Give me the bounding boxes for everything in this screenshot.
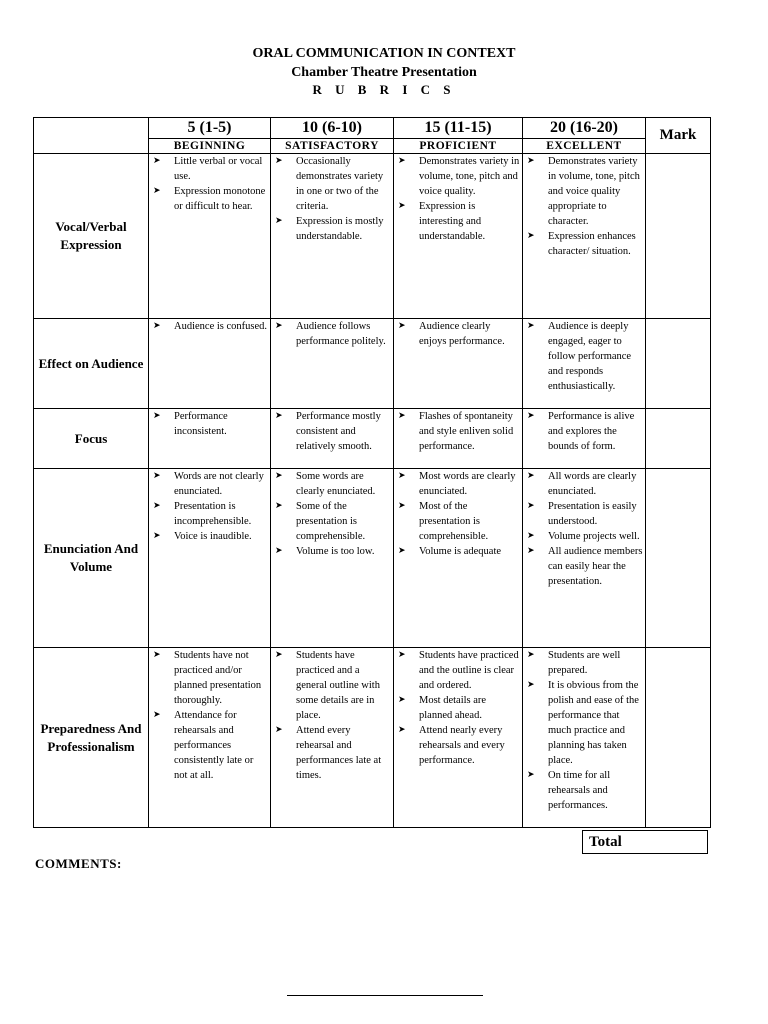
score-header: 5 (1-5): [149, 118, 271, 139]
criterion-label: Focus: [34, 409, 149, 469]
descriptor-cell: [523, 319, 646, 409]
signature-line: [287, 995, 483, 996]
descriptor-item: ➤ Some words are clearly enunciated.: [271, 469, 393, 499]
criterion-label: Preparedness And Professionalism: [34, 648, 149, 828]
descriptor-item: ➤ Performance inconsistent.: [149, 409, 270, 439]
descriptor-cell: [523, 154, 646, 319]
descriptor-item: ➤ Audience follows performance politely.: [271, 319, 393, 349]
descriptor-cell: [394, 469, 523, 648]
descriptor-item: ➤ Audience is confused.: [149, 319, 270, 334]
descriptor-item: ➤ Attendance for rehearsals and performances consistently late or not at all.: [149, 708, 270, 783]
descriptor-item: ➤ Expression monotone or difficult to hear.: [149, 184, 270, 214]
rubric-body: [34, 154, 711, 828]
descriptor-cell: [394, 154, 523, 319]
descriptor-item: ➤ Volume is adequate: [394, 544, 522, 559]
descriptor-item: ➤ Demonstrates variety in volume, tone, pitch and voice quality appropriate to character.: [523, 154, 645, 229]
descriptor-cell: [271, 319, 394, 409]
rubric-row: [34, 409, 711, 469]
score-header: 20 (16-20): [523, 118, 646, 139]
descriptor-item: ➤ Flashes of spontaneity and style enliven solid performance.: [394, 409, 522, 454]
descriptor-cell: [394, 648, 523, 828]
descriptor-item: ➤ Volume is too low.: [271, 544, 393, 559]
descriptor-cell: [523, 469, 646, 648]
descriptor-cell: [394, 319, 523, 409]
descriptor-item: ➤ Most words are clearly enunciated.: [394, 469, 522, 499]
mark-cell[interactable]: [646, 154, 711, 319]
score-header: 10 (6-10): [271, 118, 394, 139]
mark-cell[interactable]: [646, 319, 711, 409]
descriptor-item: ➤ Students have not practiced and/or planned presentation thoroughly.: [149, 648, 270, 708]
rubrics-heading: R U B R I C S: [312, 82, 456, 97]
descriptor-item: ➤ Students have practiced and a general outline with some details are in place.: [271, 648, 393, 723]
document-title: ORAL COMMUNICATION IN CONTEXT: [252, 46, 516, 61]
blank-corner-cell: [34, 118, 149, 154]
descriptor-cell: [523, 409, 646, 469]
descriptor-item: ➤ Students are well prepared.: [523, 648, 645, 678]
document-subtitle: Chamber Theatre Presentation: [291, 65, 477, 80]
descriptor-item: ➤ Most details are planned ahead.: [394, 693, 522, 723]
comments-label: COMMENTS:: [35, 856, 122, 871]
descriptor-item: ➤ Occasionally demonstrates variety in one or two of the criteria.: [271, 154, 393, 214]
descriptor-item: ➤ Expression is interesting and understandable.: [394, 199, 522, 244]
descriptor-item: ➤ Expression is mostly understandable.: [271, 214, 393, 244]
descriptor-item: ➤ All words are clearly enunciated.: [523, 469, 645, 499]
descriptor-item: ➤ It is obvious from the polish and ease of the performance that much practice and planning has taken place.: [523, 678, 645, 768]
descriptor-cell: [149, 469, 271, 648]
descriptor-item: ➤ Voice is inaudible.: [149, 529, 270, 544]
descriptor-item: ➤ Little verbal or vocal use.: [149, 154, 270, 184]
mark-header: Mark: [646, 118, 711, 154]
descriptor-cell: [271, 409, 394, 469]
rubric-row: [34, 469, 711, 648]
criterion-label: Vocal/Verbal Expression: [34, 154, 149, 319]
rubric-row: [34, 319, 711, 409]
descriptor-cell: [149, 648, 271, 828]
descriptor-item: ➤ Audience is deeply engaged, eager to follow performance and responds enthusiastically.: [523, 319, 645, 394]
descriptor-item: ➤ All audience members can easily hear the presentation.: [523, 544, 645, 589]
criterion-label: Enunciation And Volume: [34, 469, 149, 648]
descriptor-item: ➤ Some of the presentation is comprehensible.: [271, 499, 393, 544]
mark-cell[interactable]: [646, 469, 711, 648]
descriptor-cell: [271, 154, 394, 319]
level-label: BEGINNING: [149, 139, 271, 154]
rubric-row: [34, 648, 711, 828]
descriptor-item: ➤ Volume projects well.: [523, 529, 645, 544]
descriptor-item: ➤ Performance is alive and explores the bounds of form.: [523, 409, 645, 454]
rubric-row: [34, 154, 711, 319]
descriptor-cell: [394, 409, 523, 469]
descriptor-item: ➤ Attend nearly every rehearsals and every performance.: [394, 723, 522, 768]
level-label: SATISFACTORY: [271, 139, 394, 154]
descriptor-cell: [149, 154, 271, 319]
descriptor-item: ➤ Presentation is incomprehensible.: [149, 499, 270, 529]
descriptor-item: ➤ Expression enhances character/ situation.: [523, 229, 645, 259]
descriptor-cell: [271, 648, 394, 828]
descriptor-item: ➤ On time for all rehearsals and performances.: [523, 768, 645, 813]
descriptor-cell: [271, 469, 394, 648]
descriptor-item: ➤ Demonstrates variety in volume, tone, pitch and voice quality.: [394, 154, 522, 199]
criterion-label: Effect on Audience: [34, 319, 149, 409]
descriptor-item: ➤ Words are not clearly enunciated.: [149, 469, 270, 499]
score-header: 15 (11-15): [394, 118, 523, 139]
header-row: [34, 118, 711, 139]
rubric-table: [33, 117, 711, 828]
mark-cell[interactable]: [646, 648, 711, 828]
descriptor-cell: [149, 319, 271, 409]
level-label: EXCELLENT: [523, 139, 646, 154]
level-label: PROFICIENT: [394, 139, 523, 154]
descriptor-item: ➤ Most of the presentation is comprehensible.: [394, 499, 522, 544]
descriptor-cell: [523, 648, 646, 828]
descriptor-item: ➤ Performance mostly consistent and relatively smooth.: [271, 409, 393, 454]
descriptor-item: ➤ Presentation is easily understood.: [523, 499, 645, 529]
descriptor-item: ➤ Audience clearly enjoys performance.: [394, 319, 522, 349]
descriptor-item: ➤ Attend every rehearsal and performances late at times.: [271, 723, 393, 783]
total-box[interactable]: Total: [582, 830, 708, 854]
descriptor-item: ➤ Students have practiced and the outline is clear and ordered.: [394, 648, 522, 693]
descriptor-cell: [149, 409, 271, 469]
mark-cell[interactable]: [646, 409, 711, 469]
